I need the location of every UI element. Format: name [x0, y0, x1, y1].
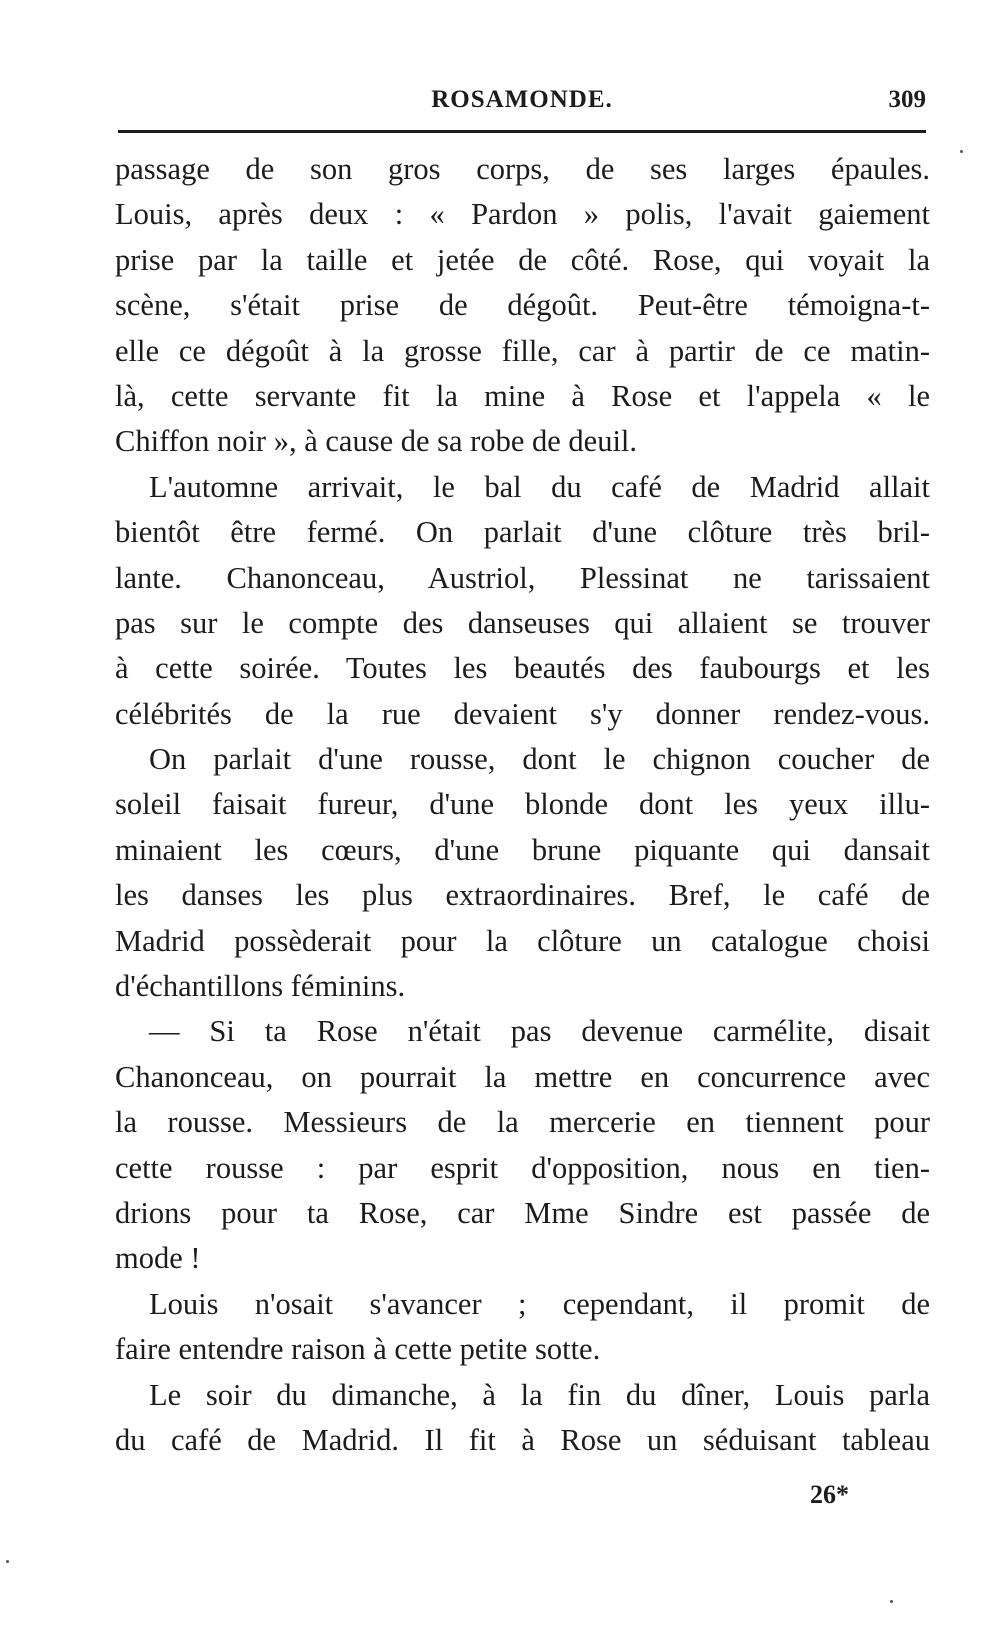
text-line: L'automne arrivait, le bal du café de Madrid allait — [149, 469, 930, 504]
header-rule — [118, 130, 926, 133]
text-line: les danses les plus extraordinaires. Bref, le café de — [115, 878, 930, 913]
text-line: Louis n'osait s'avancer ; cependant, il promit de — [149, 1286, 930, 1321]
page-number: 309 — [888, 86, 926, 113]
print-speck — [960, 150, 963, 153]
text-line: elle ce dégoût à la grosse fille, car à partir de ce matin- — [115, 333, 930, 368]
text-line: Madrid possèderait pour la clôture un catalogue choisi — [115, 923, 930, 958]
text-line: passage de son gros corps, de ses larges épaules. — [115, 152, 930, 186]
text-line: à cette soirée. Toutes les beautés des faubourgs et les — [115, 651, 930, 686]
signature-mark: 26* — [810, 1480, 849, 1509]
text-line: Chanonceau, on pourrait la mettre en concurrence avec — [115, 1059, 930, 1094]
text-line: On parlait d'une rousse, dont le chignon coucher de — [149, 742, 930, 777]
text-line: Chiffon noir », à cause de sa robe de deuil. — [115, 424, 638, 459]
text-line: bientôt être fermé. On parlait d'une clôture très bril- — [115, 515, 930, 550]
text-line: Louis, après deux : « Pardon » polis, l'avait gaiement — [115, 197, 930, 232]
text-line: cette rousse : par esprit d'opposition, nous en tien- — [115, 1150, 930, 1185]
text-line: Le soir du dimanche, à la fin du dîner, Louis parla — [149, 1377, 930, 1412]
text-line: lante. Chanonceau, Austriol, Plessinat ne tarissaient — [115, 560, 930, 595]
text-line: du café de Madrid. Il fit à Rose un séduisant tableau — [115, 1422, 930, 1457]
text-line: soleil faisait fureur, d'une blonde dont les yeux illu- — [115, 787, 930, 822]
text-line: minaient les cœurs, d'une brune piquante qui dansait — [115, 832, 930, 867]
running-head — [118, 82, 926, 122]
text-line: drions pour ta Rose, car Mme Sindre est passée de — [115, 1195, 930, 1230]
print-speck — [890, 1600, 893, 1603]
text-line: — Si ta Rose n'était pas devenue carmélite, disait — [149, 1014, 930, 1049]
text-line: célébrités de la rue devaient s'y donner rendez-vous. — [115, 696, 930, 731]
running-title: ROSAMONDE. — [431, 86, 613, 113]
text-line: la rousse. Messieurs de la mercerie en tiennent pour — [115, 1105, 930, 1140]
text-line: là, cette servante fit la mine à Rose et l'appela « le — [115, 378, 930, 413]
print-speck — [6, 1560, 9, 1563]
text-line: mode ! — [115, 1241, 201, 1276]
text-line: pas sur le compte des danseuses qui allaient se trouver — [115, 605, 930, 640]
text-line: prise par la taille et jetée de côté. Rose, qui voyait la — [115, 242, 930, 277]
text-line: faire entendre raison à cette petite sotte. — [115, 1332, 601, 1367]
text-line: scène, s'était prise de dégoût. Peut-être témoigna-t- — [115, 288, 930, 323]
body-text — [115, 147, 930, 1463]
text-line: d'échantillons féminins. — [115, 969, 406, 1004]
